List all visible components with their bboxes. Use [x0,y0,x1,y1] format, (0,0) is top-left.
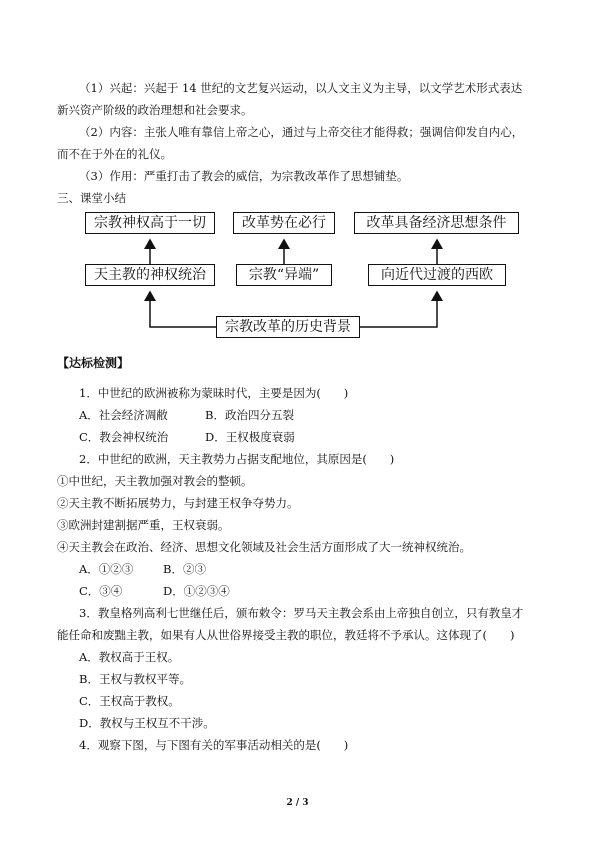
box-top-left: 宗教神权高于一切 [85,212,215,234]
q2-statement-1: ①中世纪，天主教加强对教会的整顿。 [57,474,253,488]
box-top-mid: 改革势在必行 [233,212,335,234]
q1-options-row1 [57,407,547,424]
q1-option-b: B．政治四分五裂 [205,408,294,422]
box-top-right: 改革具备经济思想条件 [354,212,519,234]
q2-statement-4: ④天主教会在政治、经济、思想文化领域及社会生活方面形成了大一统神权统治。 [57,540,471,554]
summary-heading: 三、课堂小结 [57,191,126,205]
box-mid-right: 向近代过渡的西欧 [368,264,506,286]
test-heading: 【达标检测】 [57,356,130,370]
q2-options-row2 [57,583,547,600]
q2-option-b: B．②③ [163,562,206,576]
q3-option-c: C．王权高于教权。 [79,694,180,708]
note-item1-line2: 新兴资产阶级的政治理想和社会要求。 [57,103,253,117]
box-mid-mid: 宗教“异端” [236,264,332,286]
q3-option-a: A．教权高于王权。 [79,650,180,664]
box-bottom: 宗教改革的历史背景 [216,316,360,338]
note-item2-line1: （2）内容：主张人唯有靠信上帝之心，通过与上帝交往才能得救；强调信仰发自内心， [79,125,524,139]
q2-statement-2: ②天主教不断拓展势力，与封建王权争夺势力。 [57,496,299,510]
page-number: 2 / 3 [286,798,309,808]
note-item3: （3）作用：严重打击了教会的威信，为宗教改革作了思想铺垫。 [79,169,409,183]
q3-stem-line2: 能任命和废黜主教，如果有人从世俗界接受主教的职位，教廷将不予承认。这体现了( ) [57,628,515,642]
q1-option-d: D．王权极度衰弱 [205,430,295,444]
q3-option-d: D．教权与王权互不干涉。 [79,716,215,730]
q3-option-b: B．王权与教权平等。 [79,672,191,686]
q1-option-c: C．教会神权统治 [79,430,169,444]
box-mid-left: 天主教的神权统治 [85,264,215,286]
q3-stem-line1: 3．教皇格列高利七世继任后，颁布敕令：罗马天主教会系由上帝独自创立，只有教皇才 [79,606,524,620]
note-item1-line1: （1）兴起：兴起于 14 世纪的文艺复兴运动，以人文主义为主导，以文学艺术形式表达 [79,81,523,95]
q2-option-c: C．③④ [79,584,123,598]
q1-stem: 1．中世纪的欧洲被称为蒙昧时代，主要是因为( ) [79,386,349,400]
q1-option-a: A．社会经济凋敝 [79,408,168,422]
q2-statement-3: ③欧洲封建割据严重，王权衰弱。 [57,518,230,532]
q4-stem: 4．观察下图，与下图有关的军事活动相关的是( ) [79,738,349,752]
q2-options-row1 [57,561,547,578]
q2-stem: 2．中世纪的欧洲，天主教势力占据支配地位，其原因是( ) [79,452,395,466]
q1-options-row2 [57,429,547,446]
note-item2-line2: 而不在于外在的礼仪。 [57,147,172,161]
q2-option-d: D．①②③④ [163,584,230,598]
q2-option-a: A．①②③ [79,562,134,576]
